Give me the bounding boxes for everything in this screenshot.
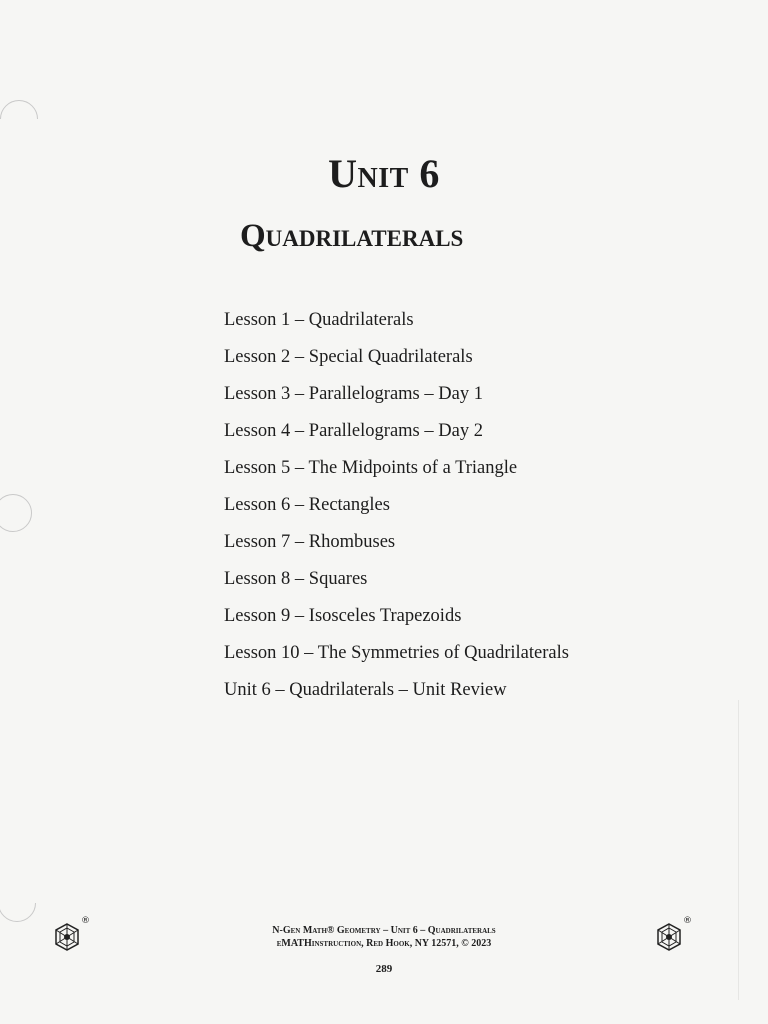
unit-title: Unit 6 <box>328 151 440 196</box>
registered-mark: ® <box>81 916 90 926</box>
lesson-item: Lesson 1 – Quadrilaterals <box>224 310 414 330</box>
lesson-item: Lesson 4 – Parallelograms – Day 2 <box>224 421 483 441</box>
binder-hole-top <box>0 100 38 138</box>
lesson-item: Lesson 6 – Rectangles <box>224 495 390 515</box>
registered-mark: ® <box>683 916 692 926</box>
page-number: 289 <box>375 963 393 975</box>
unit-topic: Quadrilaterals <box>240 218 464 254</box>
lesson-item: Lesson 2 – Special Quadrilaterals <box>224 347 473 367</box>
lesson-item: Lesson 5 – The Midpoints of a Triangle <box>224 458 518 478</box>
binder-hole-middle <box>0 494 32 532</box>
lesson-item: Lesson 10 – The Symmetries of Quadrilaterals <box>224 643 569 663</box>
paper-crease <box>738 700 739 1000</box>
page-footer <box>0 924 768 950</box>
binder-hole-bottom <box>0 884 36 922</box>
footer-course-line: N-Gen Math® Geometry – Unit 6 – Quadrilaterals <box>272 925 496 936</box>
lesson-item: Lesson 8 – Squares <box>224 569 368 589</box>
lesson-item: Lesson 9 – Isosceles Trapezoids <box>224 606 462 626</box>
lesson-item: Unit 6 – Quadrilaterals – Unit Review <box>224 680 507 700</box>
footer-publisher-line: eMATHinstruction, Red Hook, NY 12571, © 2023 <box>276 938 492 949</box>
lesson-item: Lesson 3 – Parallelograms – Day 1 <box>224 384 483 404</box>
lesson-list <box>224 306 569 713</box>
lesson-item: Lesson 7 – Rhombuses <box>224 532 396 552</box>
